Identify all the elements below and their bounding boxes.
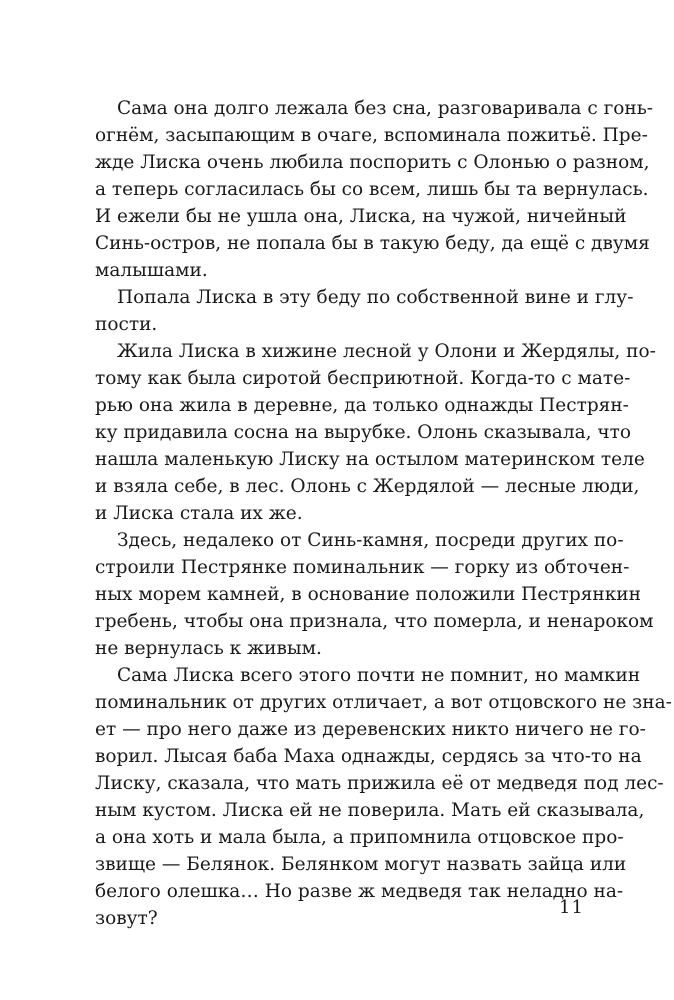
text-line: ку придавила сосна на вырубке. Олонь сказывала, что bbox=[95, 422, 631, 443]
text-line: а теперь согласилась бы со всем, лишь бы та вернулась. bbox=[95, 179, 649, 200]
text-line: тому как была сиротой бесприютной. Когда-то с мате- bbox=[95, 368, 631, 389]
text-line: ворил. Лысая баба Маха однажды, сердясь за что-то на bbox=[95, 746, 642, 767]
text-line: малышами. bbox=[95, 260, 208, 281]
text-line: а она хоть и мала была, а припомнила отцовское про- bbox=[95, 827, 624, 848]
text-line: и взяла себе, в лес. Олонь с Жердялой — лесные люди, bbox=[95, 476, 640, 497]
text-line: не вернулась к живым. bbox=[95, 638, 322, 659]
text-line: зовут? bbox=[95, 908, 158, 929]
text-line: строили Пестрянке поминальник — горку из обточен- bbox=[95, 557, 630, 578]
text-line: поминальник от других отличает, а вот отцовского не зна- bbox=[95, 692, 672, 713]
text-line: ным кустом. Лиска ей не поверила. Мать ей сказывала, bbox=[95, 800, 645, 821]
text-line: ет — про него даже из деревенских никто ничего не го- bbox=[95, 719, 646, 740]
text-line: и Лиска стала их же. bbox=[95, 503, 303, 524]
text-line: Лиску, сказала, что мать прижила её от медведя под лес- bbox=[95, 773, 664, 794]
text-line: Попала Лиска в эту беду по собственной вине и глу- bbox=[117, 287, 634, 308]
text-line: белого олешка… Но разве ж медведя так неладно на- bbox=[95, 881, 624, 902]
text-line: пости. bbox=[95, 314, 158, 335]
text-line: нашла маленькую Лиску на остылом материнском теле bbox=[95, 449, 645, 470]
text-line: жде Лиска очень любила поспорить с Олонью о разном, bbox=[95, 152, 650, 173]
text-line: Сама она долго лежала без сна, разговаривала с гонь- bbox=[117, 98, 654, 119]
text-line: рью она жила в деревне, да только однажды Пестрян- bbox=[95, 395, 629, 416]
text-line: гребень, чтобы она признала, что померла, и ненароком bbox=[95, 611, 654, 632]
text-line: Здесь, недалеко от Синь-камня, посреди других по- bbox=[117, 530, 624, 551]
page-number: 11 bbox=[559, 897, 584, 918]
text-line: Синь-остров, не попала бы в такую беду, да ещё с двумя bbox=[95, 233, 650, 254]
text-line: Сама Лиска всего этого почти не помнит, но мамкин bbox=[117, 665, 641, 686]
text-line: Жила Лиска в хижине лесной у Олони и Жердялы, по- bbox=[117, 341, 656, 362]
text-line: звище — Белянок. Белянком могут назвать зайца или bbox=[95, 854, 627, 875]
text-line: ных морем камней, в основание положили Пестрянкин bbox=[95, 584, 641, 605]
text-line: И ежели бы не ушла она, Лиска, на чужой, ничейный bbox=[95, 206, 627, 227]
text-line: огнём, засыпающим в очаге, вспоминала пожитьё. Пре- bbox=[95, 125, 648, 146]
